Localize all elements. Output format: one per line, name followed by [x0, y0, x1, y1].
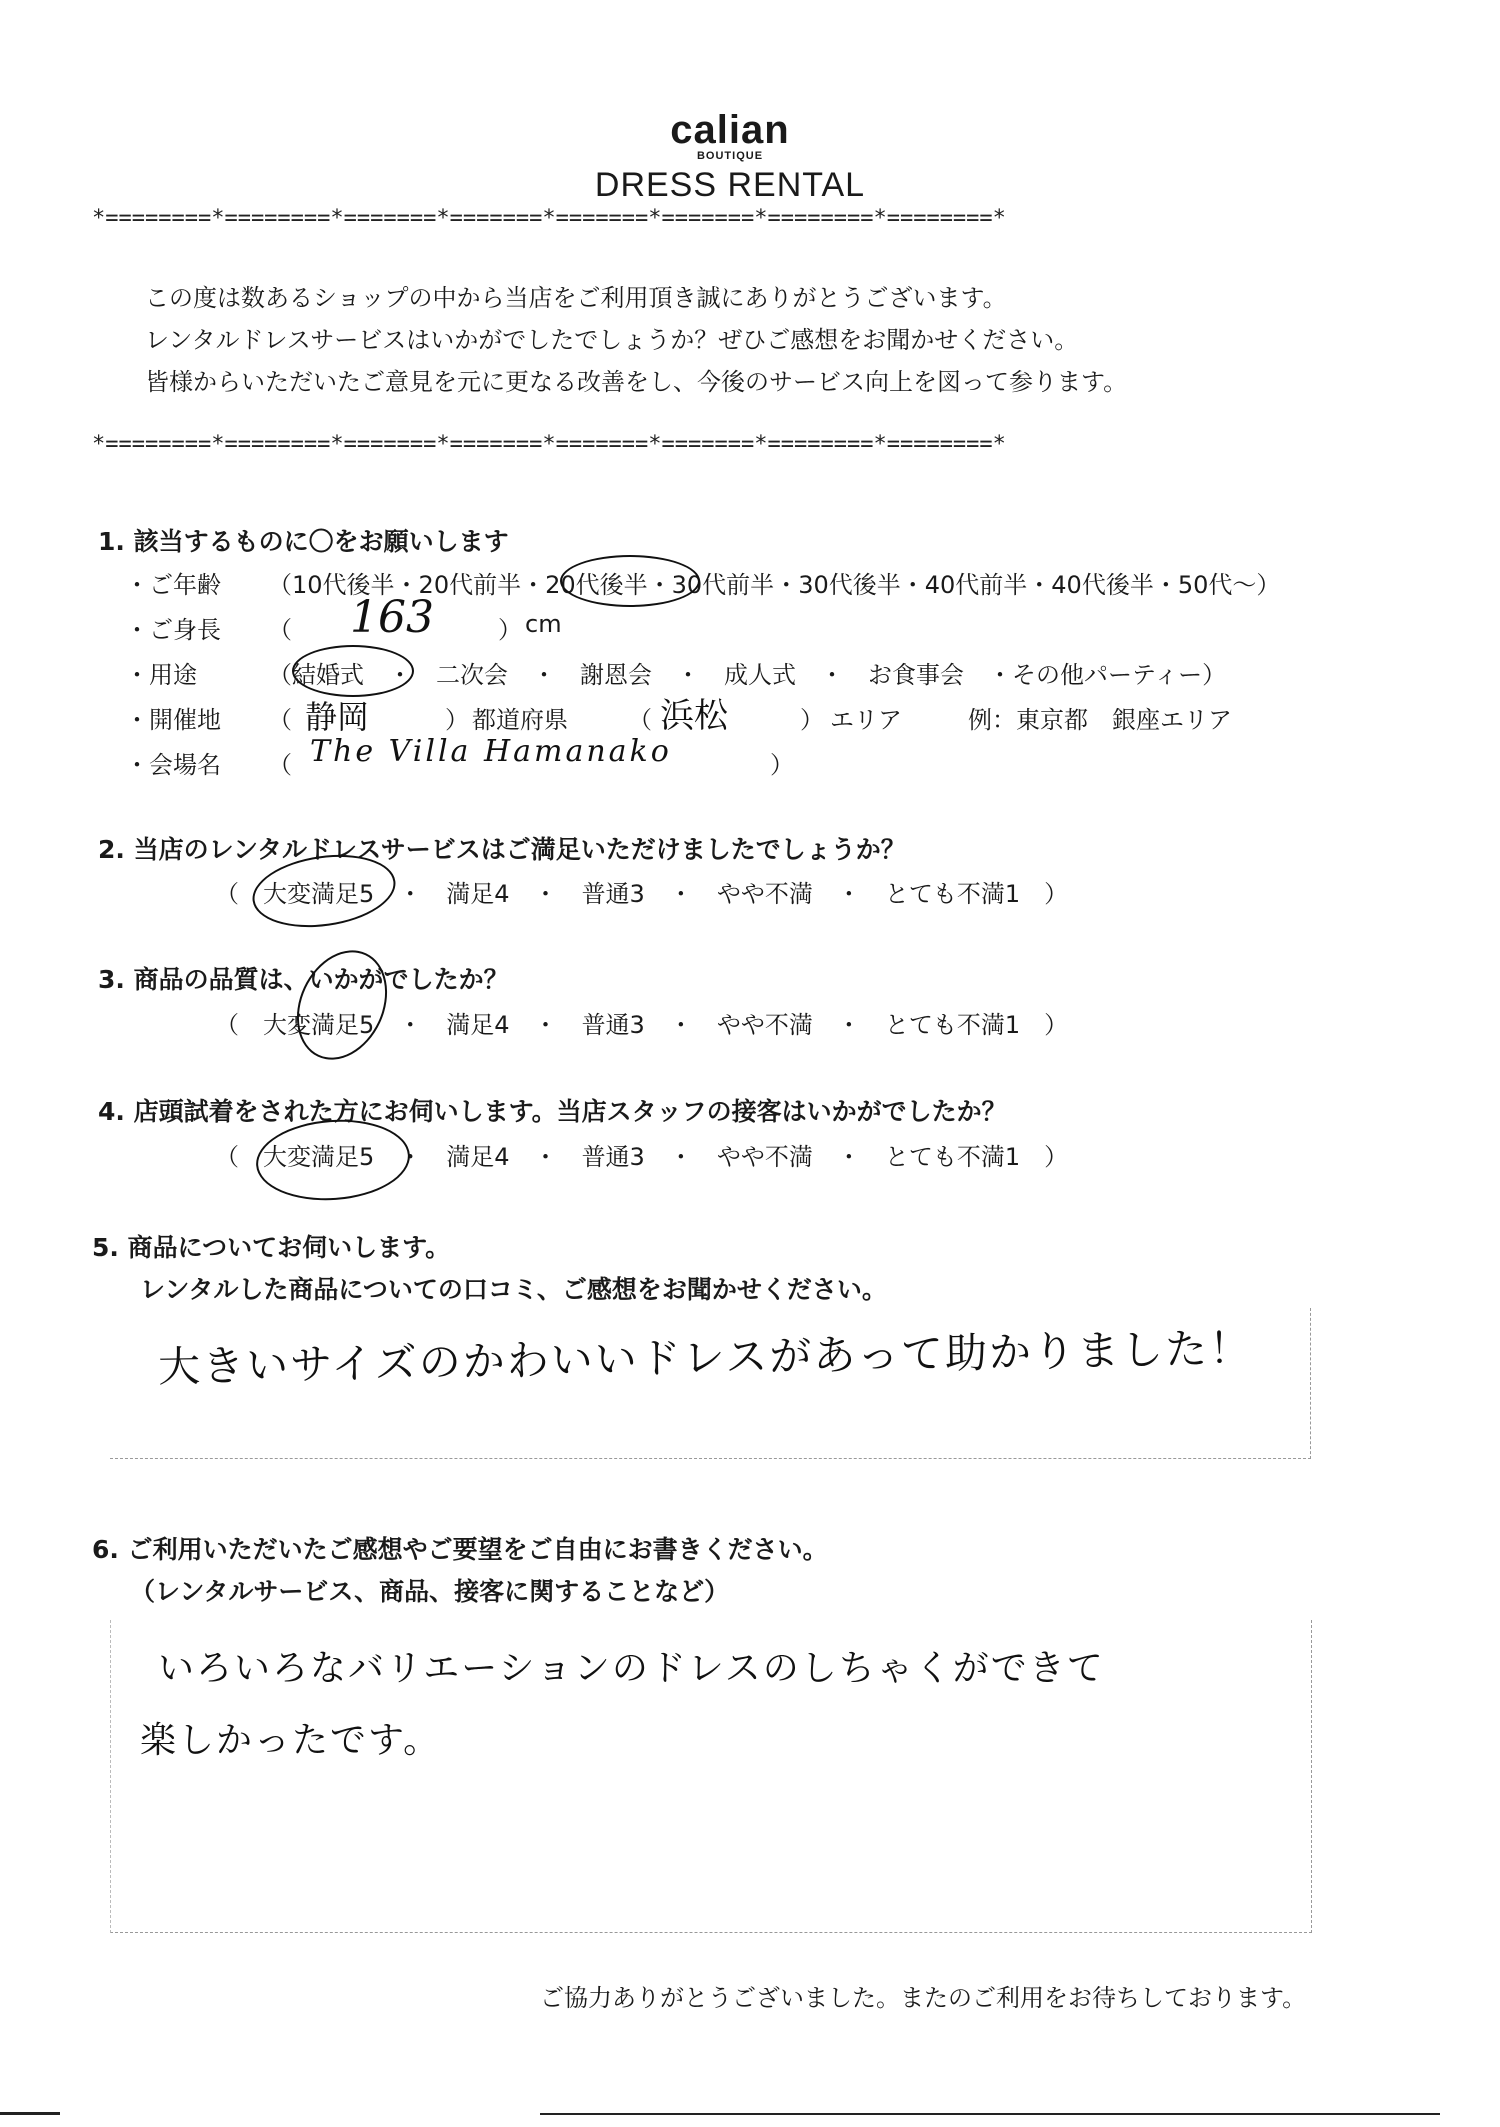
brand-sublogo: BOUTIQUE	[696, 150, 764, 162]
intro-line-1: この度は数あるショップの中から当店をご利用頂き誠にありがとうございます。	[145, 284, 1007, 312]
q6-answer-line-2[interactable]: 楽しかったです。	[140, 1720, 442, 1761]
separator-bottom: *========*========*=======*=======*=======*=======*========*========*	[92, 432, 1006, 457]
q3-option: 普通3	[581, 1011, 645, 1039]
q2-option: 普通3	[581, 880, 645, 908]
age-label: ・ご年齢	[125, 571, 221, 599]
height-label: ・ご身長	[125, 616, 221, 644]
prefecture-open-paren: （	[268, 706, 292, 734]
q5-heading: 5. 商品についてお伺いします。	[92, 1233, 451, 1262]
intro-line-2: レンタルドレスサービスはいかがでしたでしょうか？ぜひご感想をお聞かせください。	[145, 326, 1079, 354]
q4-heading: 4. 店頭試着をされた方にお伺いします。当店スタッフの接客はいかがでしたか？	[98, 1097, 1007, 1126]
purpose-label: ・用途	[125, 661, 197, 689]
bottom-left-mark	[0, 2112, 60, 2115]
purpose-option: 成人式	[724, 661, 796, 689]
purpose-options[interactable]: （結婚式 ・ 二次会 ・ 謝恩会 ・ 成人式 ・ お食事会 ・その他パーティー）	[268, 661, 1227, 689]
q4-option: とても不満1	[884, 1143, 1021, 1171]
age-option: 10代後半	[292, 571, 395, 599]
age-option: 20代前半	[418, 571, 522, 599]
q3-selection-circle	[280, 936, 404, 1075]
height-close-paren: ）	[498, 616, 522, 644]
q4-selection-circle	[253, 1115, 412, 1206]
q2-option: とても不満1	[884, 880, 1021, 908]
purpose-selection-circle	[292, 645, 414, 697]
area-close-paren: ）	[800, 706, 824, 734]
age-selection-circle	[560, 555, 700, 607]
height-unit: cm	[525, 610, 562, 638]
prefecture-suffix: 都道府県	[472, 706, 568, 734]
separator-top: *========*========*=======*=======*=======*=======*========*========*	[92, 206, 1006, 231]
age-option: 40代前半	[924, 571, 1028, 599]
area-suffix: エリア	[830, 706, 902, 734]
q5-subheading: レンタルした商品についての口コミ、ご感想をお聞かせください。	[140, 1275, 887, 1304]
purpose-option: お食事会	[868, 661, 964, 689]
footer-thanks: ご協力ありがとうございました。またのご利用をお待ちしております。	[540, 1984, 1307, 2012]
q4-option: やや不満	[716, 1143, 813, 1171]
age-option: 30代後半	[798, 571, 901, 599]
q2-option: やや不満	[716, 880, 813, 908]
venue-area-label: ・開催地	[125, 706, 221, 734]
age-options[interactable]: （10代後半・20代前半・20代後半・30代前半・30代後半・40代前半・40代後半・50代〜）	[268, 571, 1281, 599]
purpose-option: その他パーティー	[1012, 661, 1203, 689]
age-option: 30代前半	[671, 571, 775, 599]
q1-heading: 1. 該当するものに〇をお願いします	[98, 527, 509, 556]
q2-option: 満足4	[446, 880, 510, 908]
prefecture-close-paren: ）	[445, 706, 469, 734]
venue-name-close-paren: ）	[770, 751, 794, 779]
brand-logo: calian	[670, 108, 790, 152]
age-option-selected: 20代後半	[545, 571, 648, 599]
q2-option-selected: 大変満足5	[263, 880, 375, 908]
area-open-paren: （	[628, 706, 652, 734]
q3-option: 満足4	[446, 1011, 510, 1039]
q5-answer[interactable]: 大きいサイズのかわいいドレスがあって助かりました！	[157, 1323, 1254, 1392]
q4-option: 満足4	[446, 1143, 510, 1171]
q2-heading: 2. 当店のレンタルドレスサービスはご満足いただけましたでしょうか？	[98, 835, 906, 864]
q4-options[interactable]: （ 大変満足5 ・ 満足4 ・ 普通3 ・ やや不満 ・ とても不満1 ）	[215, 1143, 1069, 1171]
form-title: DRESS RENTAL	[594, 166, 866, 204]
q4-option: 普通3	[581, 1143, 645, 1171]
venue-name-value[interactable]: The Villa Hamanako	[310, 734, 672, 769]
q6-answer-line-1[interactable]: いろいろなバリエーションのドレスのしちゃくができて	[158, 1648, 1105, 1689]
q6-subheading: （レンタルサービス、商品、接客に関することなど）	[130, 1577, 730, 1606]
height-open-paren: （	[268, 616, 292, 644]
purpose-option-selected: 結婚式	[292, 661, 364, 689]
q3-heading: 3. 商品の品質は、いかがでしたか？	[98, 965, 509, 994]
q4-option-selected: 大変満足5	[263, 1143, 375, 1171]
age-option: 50代〜	[1177, 571, 1257, 599]
purpose-option: 二次会	[436, 661, 508, 689]
area-value[interactable]: 浜松	[660, 696, 728, 736]
venue-example: 例：東京都 銀座エリア	[968, 706, 1232, 734]
age-option: 40代後半	[1051, 571, 1154, 599]
intro-line-3: 皆様からいただいたご意見を元に更なる改善をし、今後のサービス向上を図って参ります。	[145, 368, 1128, 396]
q6-heading: 6. ご利用いただいたご感想やご要望をご自由にお書きください。	[92, 1535, 828, 1564]
q3-option: やや不満	[716, 1011, 813, 1039]
purpose-option: 謝恩会	[580, 661, 652, 689]
q2-options[interactable]: （ 大変満足5 ・ 満足4 ・ 普通3 ・ やや不満 ・ とても不満1 ）	[215, 880, 1069, 908]
prefecture-value[interactable]: 静岡	[305, 698, 370, 736]
q3-option-selected: 大変満足5	[263, 1011, 375, 1039]
venue-name-open-paren: （	[268, 751, 292, 779]
q3-option: とても不満1	[884, 1011, 1021, 1039]
venue-name-label: ・会場名	[125, 751, 221, 779]
bottom-rule	[540, 2113, 1440, 2115]
q3-options[interactable]: （ 大変満足5 ・ 満足4 ・ 普通3 ・ やや不満 ・ とても不満1 ）	[215, 1011, 1069, 1039]
height-value[interactable]: 163	[350, 592, 434, 643]
